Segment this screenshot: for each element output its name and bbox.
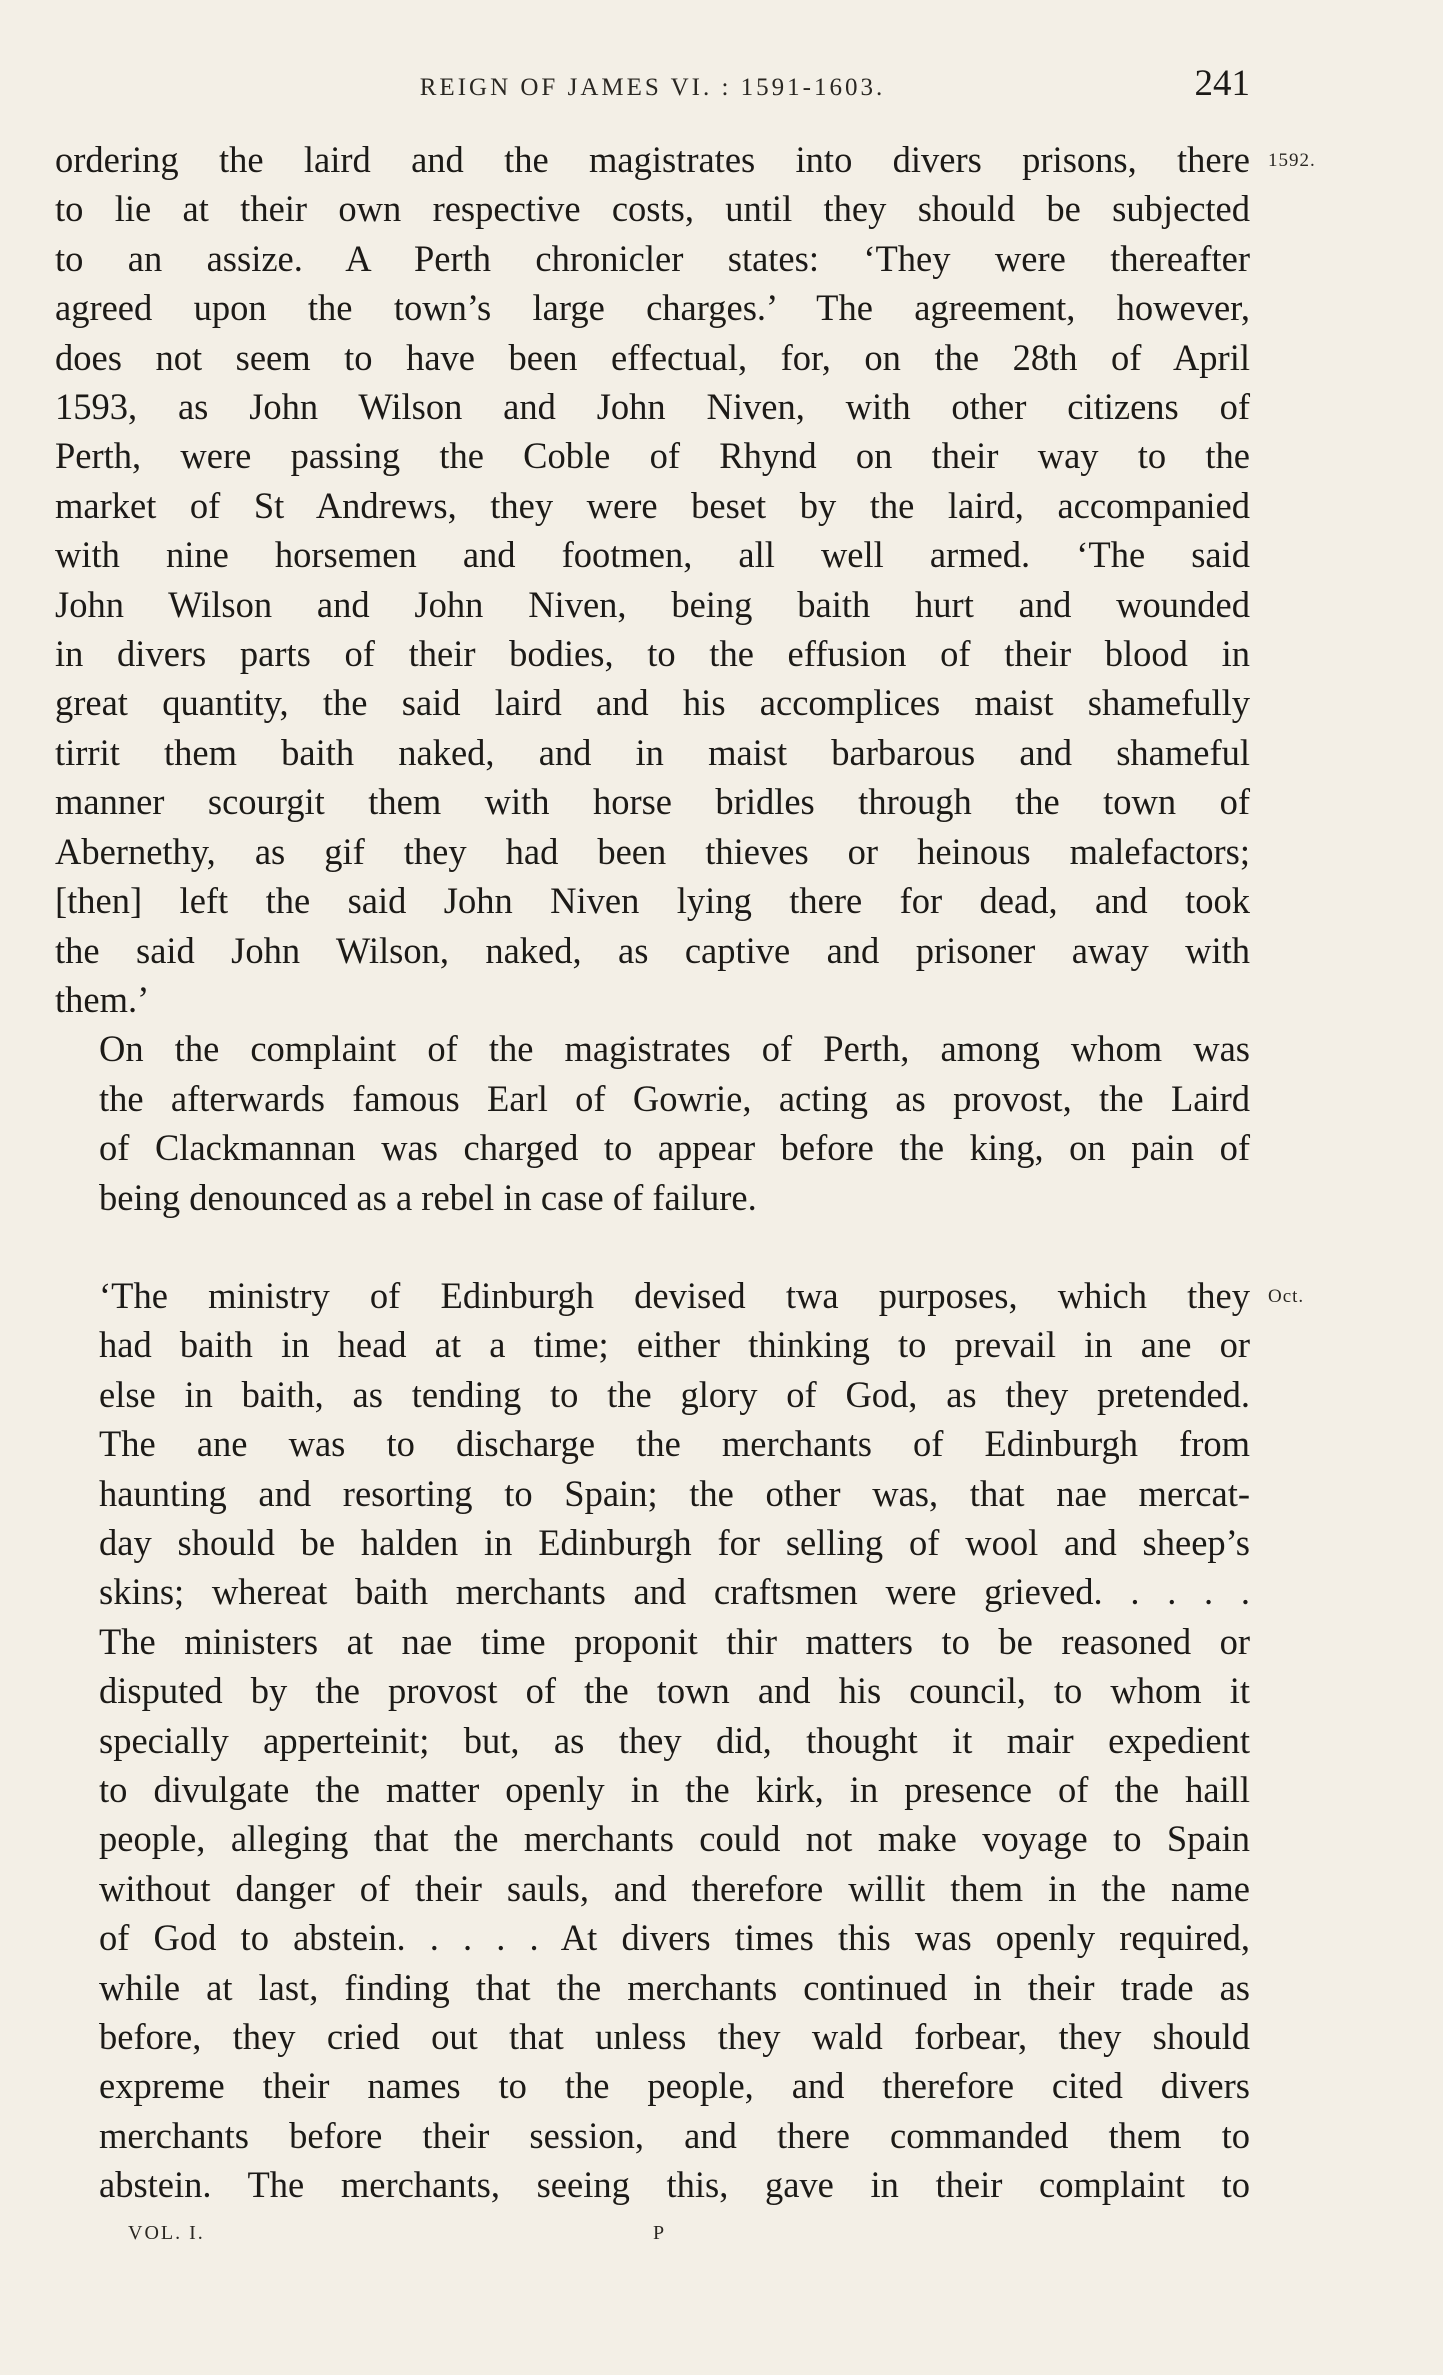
- text-line: day should be halden in Edinburgh for selling of wool and sheep’s: [99, 1521, 1250, 1563]
- text-line: while at last, finding that the merchants continued in their trade as: [99, 1966, 1250, 2008]
- text-line: with nine horsemen and footmen, all well armed. ‘The said: [55, 534, 1250, 576]
- text-line: the said John Wilson, naked, as captive and prisoner away with: [55, 929, 1250, 971]
- text-line: expreme their names to the people, and therefore cited divers: [99, 2065, 1250, 2107]
- text-line: had baith in head at a time; either thinking to prevail in ane or: [99, 1324, 1250, 1366]
- text-line: The ministers at nae time proponit thir matters to be reasoned or: [99, 1620, 1250, 1662]
- text-line: John Wilson and John Niven, being baith hurt and wounded: [55, 583, 1250, 625]
- text-line: of God to abstein. . . . . At divers times this was openly required,: [99, 1917, 1250, 1959]
- section-gap: [55, 1222, 1250, 1271]
- text-line: without danger of their sauls, and therefore willit them in the name: [99, 1867, 1250, 1909]
- text-line: abstein. The merchants, seeing this, gave in their complaint to: [99, 2164, 1250, 2206]
- text-line: before, they cried out that unless they wald forbear, they should: [99, 2016, 1250, 2058]
- margin-note-year: 1592.: [1268, 150, 1316, 171]
- text-line: else in baith, as tending to the glory of God, as they pretended.: [99, 1373, 1250, 1415]
- text-line: does not seem to have been effectual, for, on the 28th of April: [55, 336, 1250, 378]
- margin-note-month: Oct.: [1268, 1286, 1305, 1307]
- text-line: The ane was to discharge the merchants of Edinburgh from: [99, 1423, 1250, 1465]
- text-line: agreed upon the town’s large charges.’ The agreement, however,: [55, 287, 1250, 329]
- text-line: of Clackmannan was charged to appear before the king, on pain of: [99, 1127, 1250, 1169]
- page-footer: [128, 2222, 728, 2252]
- text-line: On the complaint of the magistrates of Perth, among whom was: [99, 1028, 1250, 1070]
- text-line: being denounced as a rebel in case of failure.: [99, 1176, 757, 1218]
- signature-mark: P: [653, 2222, 667, 2244]
- text-line: to lie at their own respective costs, until they should be subjected: [55, 188, 1250, 230]
- text-line: tirrit them baith naked, and in maist barbarous and shameful: [55, 731, 1250, 773]
- text-line: skins; whereat baith merchants and craftsmen were grieved. . . . .: [99, 1571, 1250, 1613]
- text-line: them.’: [55, 978, 150, 1020]
- text-line: Perth, were passing the Coble of Rhynd on their way to the: [55, 435, 1250, 477]
- text-line: disputed by the provost of the town and his council, to whom it: [99, 1670, 1250, 1712]
- volume-label: VOL. I.: [128, 2222, 205, 2244]
- running-head: [55, 62, 1250, 112]
- text-line: manner scourgit them with horse bridles through the town of: [55, 781, 1250, 823]
- text-line: market of St Andrews, they were beset by the laird, accompanied: [55, 484, 1250, 526]
- text-line: in divers parts of their bodies, to the effusion of their blood in: [55, 633, 1250, 675]
- text-line: merchants before their session, and there commanded them to: [99, 2114, 1250, 2156]
- text-line: Abernethy, as gif they had been thieves or heinous malefactors;: [55, 830, 1250, 872]
- paragraph-2: [55, 1024, 1250, 1222]
- paragraph-3: [55, 1271, 1250, 2210]
- paragraph-1: [55, 135, 1250, 1024]
- text-line: specially apperteinit; but, as they did, thought it mair expedient: [99, 1719, 1250, 1761]
- text-line: to divulgate the matter openly in the kirk, in presence of the haill: [99, 1769, 1250, 1810]
- running-title: REIGN OF JAMES VI. : 1591-1603.: [419, 74, 886, 101]
- text-line: to an assize. A Perth chronicler states: ‘They were thereafter: [55, 237, 1250, 279]
- text-line: the afterwards famous Earl of Gowrie, acting as provost, the Laird: [99, 1077, 1250, 1119]
- text-line: people, alleging that the merchants could not make voyage to Spain: [99, 1818, 1250, 1860]
- page-number: 241: [1194, 63, 1250, 104]
- text-line: haunting and resorting to Spain; the other was, that nae mercat-: [99, 1472, 1250, 1514]
- text-line: ‘The ministry of Edinburgh devised twa purposes, which they: [99, 1274, 1250, 1316]
- text-line: great quantity, the said laird and his accomplices maist shamefully: [55, 682, 1250, 724]
- body-text: [55, 135, 1250, 2210]
- text-line: [then] left the said John Niven lying there for dead, and took: [55, 880, 1250, 922]
- text-line: ordering the laird and the magistrates into divers prisons, there: [55, 139, 1250, 180]
- text-line: 1593, as John Wilson and John Niven, with other citizens of: [55, 386, 1250, 428]
